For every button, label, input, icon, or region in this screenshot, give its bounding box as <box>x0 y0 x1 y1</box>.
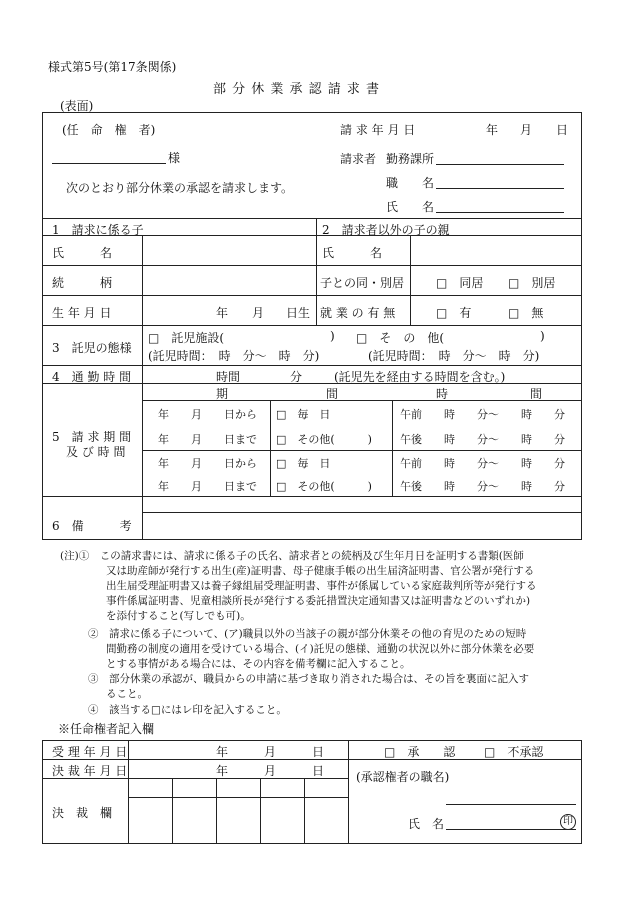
period2-to: 年 月 日まで <box>158 480 257 493</box>
period2-daily[interactable]: □ 毎 日 <box>276 457 331 470</box>
sama-label: 様 <box>168 151 181 165</box>
cohab-option-same[interactable]: □ 同居 <box>436 276 484 290</box>
facility-hours: (託児時間： 時 分～ 時 分) <box>148 349 320 363</box>
intro-text: 次のとおり部分休業の承認を請求します。 <box>66 181 294 195</box>
other-care-hours: (託児時間： 時 分～ 時 分) <box>368 349 540 363</box>
work-label: 就 業 の 有 無 <box>320 306 396 320</box>
work-option-yes[interactable]: □ 有 <box>436 306 472 320</box>
seal-mark: 印 <box>560 814 576 830</box>
received-date-label: 受 理 年 月 日 <box>52 745 128 759</box>
section6-label: 6 備 考 <box>52 519 132 533</box>
period1-am: 午前 時 分～ 時 分 <box>400 408 565 421</box>
other-care-option[interactable]: □ そ の 他( <box>356 331 445 345</box>
period2-am: 午前 時 分～ 時 分 <box>400 457 565 470</box>
approver-name-label: 氏 名 <box>408 817 445 831</box>
section2-label: 2 請求者以外の子の親 <box>322 223 450 237</box>
period1-daily[interactable]: □ 毎 日 <box>276 408 331 421</box>
section4-label: 4 通 勤 時 間 <box>52 370 132 384</box>
side-label: (表面) <box>60 99 94 113</box>
reject-option[interactable]: □ 不承認 <box>484 745 544 759</box>
period2-from: 年 月 日から <box>158 457 257 470</box>
relation-field[interactable] <box>143 266 315 294</box>
authority-label: (任 命 権 者) <box>62 123 156 137</box>
birth-label: 生 年 月 日 <box>52 306 112 320</box>
period2-pm: 午後 時 分～ 時 分 <box>400 480 565 493</box>
facility-option[interactable]: □ 託児施設( <box>148 331 225 345</box>
post-field[interactable] <box>436 188 564 189</box>
form-number: 様式第5号(第17条関係) <box>48 60 177 74</box>
decided-date-label: 決 裁 年 月 日 <box>52 764 128 778</box>
office-label: 勤務課所 <box>386 152 435 166</box>
cohab-label: 子との同・別居 <box>320 276 405 290</box>
page-title: 部 分 休 業 承 認 請 求 書 <box>213 82 381 97</box>
section3-label: 3 託児の態様 <box>52 341 132 355</box>
office-field[interactable] <box>436 164 564 165</box>
approver-post-label: (承認権者の職名) <box>356 770 450 784</box>
period2-other[interactable]: □ その他( ) <box>276 480 372 493</box>
approve-option[interactable]: □ 承 認 <box>384 745 456 759</box>
approver-post-field[interactable] <box>446 804 576 805</box>
remarks-field[interactable] <box>143 497 581 539</box>
approver-name-field[interactable] <box>446 829 576 830</box>
parent-name-label: 氏 名 <box>322 246 383 260</box>
period1-pm: 午後 時 分～ 時 分 <box>400 433 565 446</box>
requester-name-field[interactable] <box>436 212 564 213</box>
section1-label: 1 請求に係る子 <box>52 223 144 237</box>
main-form <box>42 112 582 540</box>
period1-other[interactable]: □ その他( ) <box>276 433 372 446</box>
parent-name-field[interactable] <box>411 236 581 264</box>
child-name-label: 氏 名 <box>52 246 113 260</box>
requester-label: 請求者 <box>340 152 377 166</box>
section5-label: 5 請 求 期 間 <box>52 430 132 444</box>
authority-section-title: ※任命権者記入欄 <box>58 722 155 736</box>
period1-to: 年 月 日まで <box>158 433 257 446</box>
approval-column-label: 決 裁 欄 <box>52 806 113 820</box>
cohab-option-separate[interactable]: □ 別居 <box>508 276 556 290</box>
work-option-no[interactable]: □ 無 <box>508 306 544 320</box>
post-label: 職 名 <box>386 176 435 190</box>
commute-note: (託児先を経由する時間を含む。) <box>334 370 506 384</box>
period1-from: 年 月 日から <box>158 408 257 421</box>
name-label: 氏 名 <box>386 200 435 214</box>
child-name-field[interactable] <box>143 236 315 264</box>
relation-label: 続 柄 <box>52 276 113 290</box>
request-date-label: 請 求 年 月 日 <box>340 123 416 137</box>
authority-name-line[interactable] <box>52 163 166 164</box>
